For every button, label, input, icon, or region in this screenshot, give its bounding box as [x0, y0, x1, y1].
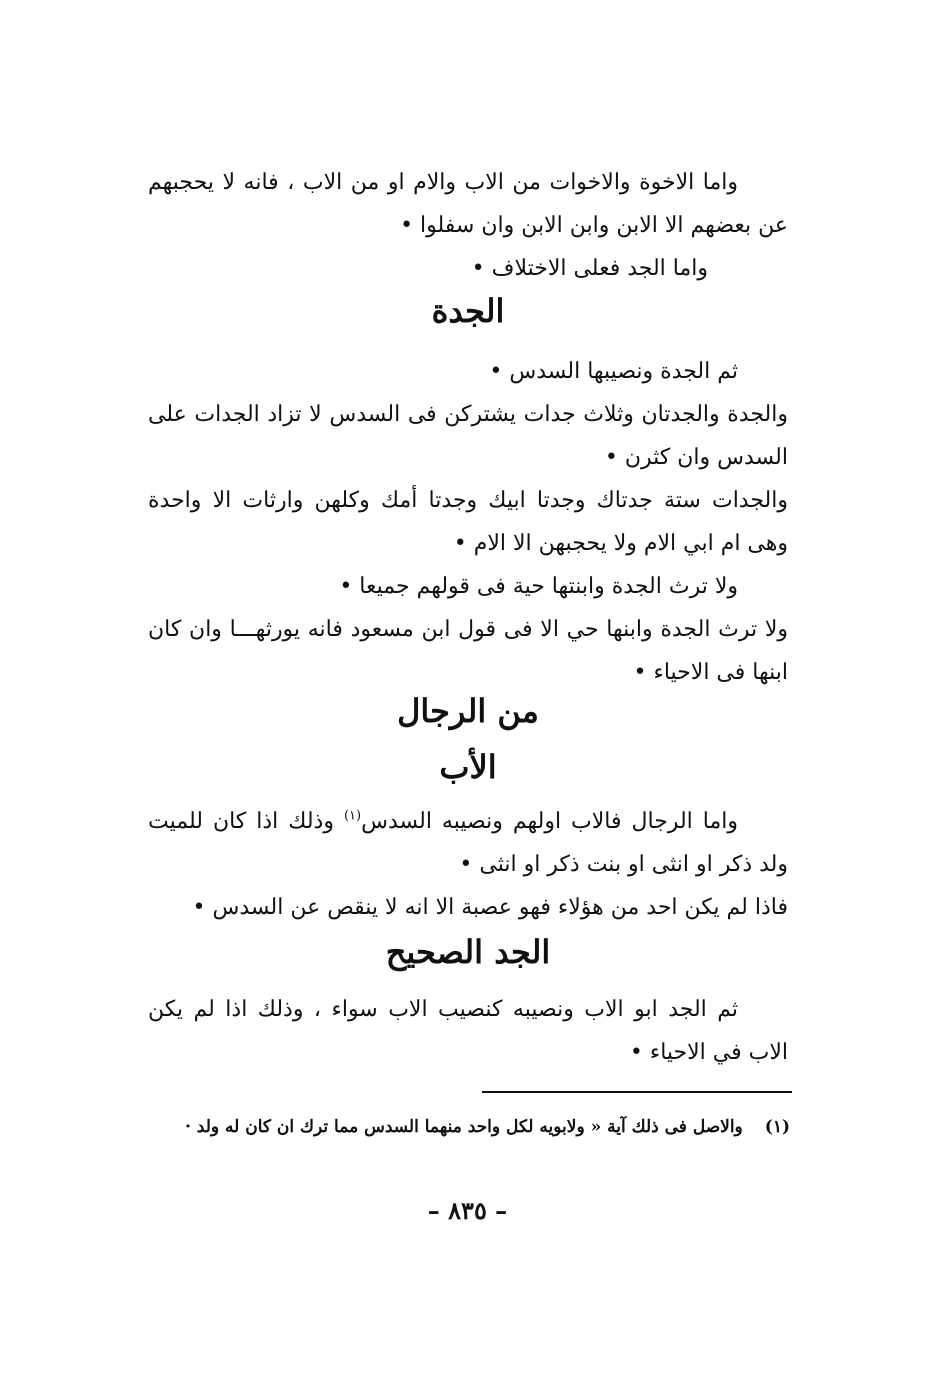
footnote-divider [482, 1091, 792, 1093]
father-share-condition: وذلك اذا كان للميت ولد ذكر او انثى او بنت ذكر او انثى • [148, 809, 788, 877]
page-number: – ٨٣٥ – [427, 1196, 508, 1225]
father-text [148, 800, 788, 929]
heading-true-grandfather: الجد الصحيح [385, 933, 551, 971]
paragraph-grandmother-son: ولا ترث الجدة وابنها حي الا فى قول ابن مسعود فانه يورثهـــا وان كان ابنها فى الاحياء • [148, 617, 788, 685]
footnote [150, 1112, 790, 1142]
grandfather-text [148, 988, 788, 1074]
heading-grandmother: الجدة [431, 292, 505, 330]
father-share-text: واما الرجال فالاب اولهم ونصيبه السدس [361, 809, 738, 834]
footnote-reference: (١) [343, 808, 362, 824]
heading-father: الأب [439, 748, 497, 786]
footnote-text: والاصل فى ذلك آية « ولابويه لكل واحد منهما السدس مما ترك ان كان له ولد · [184, 1117, 743, 1137]
grandmother-text [148, 350, 788, 694]
paragraph-grandmother-share: ثم الجدة ونصيبها السدس • [489, 359, 738, 384]
heading-men: من الرجال [397, 692, 539, 730]
intro-text [148, 161, 788, 290]
paragraph-six-grandmothers: والجدات ستة جدتاك وجدتا ابيك وجدتا أمك وكلهن وارثات الا واحدة وهى ام ابي الام ولا يحجبهن الا الام • [148, 488, 788, 556]
paragraph-brothers-sisters: واما الاخوة والاخوات من الاب والام او من الاب ، فانه لا يحجبهم عن بعضهم الا الابن وابن الابن وان سفلوا • [148, 170, 788, 238]
paragraph-grandmothers-share-sixth: والجدة والجدتان وثلاث جدات يشتركن فى السدس لا تزاد الجدات على السدس وان كثرن • [148, 402, 788, 470]
paragraph-father-share [148, 800, 788, 886]
paragraph-grandfather-dispute: واما الجد فعلى الاختلاف • [471, 256, 708, 281]
paragraph-grandfather-share: ثم الجد ابو الاب ونصيبه كنصيب الاب سواء ، وذلك اذا لم يكن الاب في الاحياء • [148, 997, 788, 1065]
paragraph-grandmother-daughter: ولا ترث الجدة وابنتها حية فى قولهم جميعا • [339, 574, 738, 599]
paragraph-father-residuary: فاذا لم يكن احد من هؤلاء فهو عصبة الا انه لا ينقص عن السدس • [192, 895, 788, 920]
footnote-number: (١) [764, 1117, 790, 1137]
